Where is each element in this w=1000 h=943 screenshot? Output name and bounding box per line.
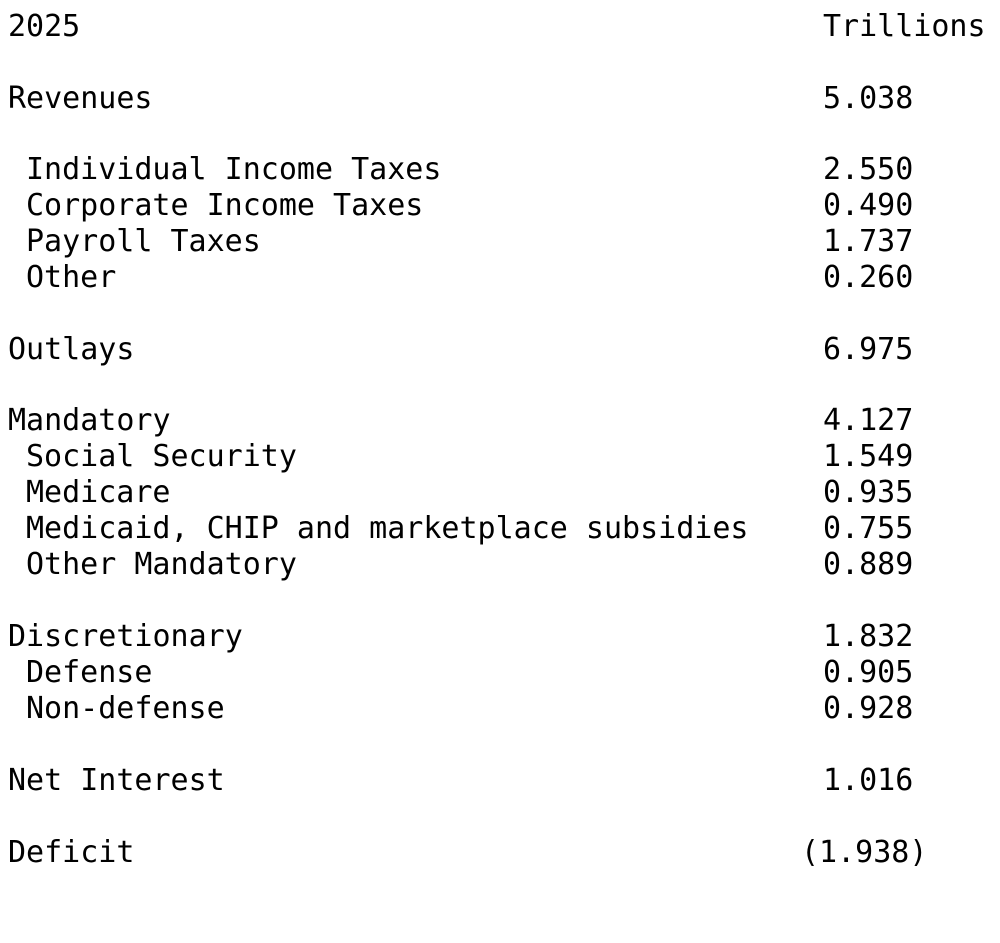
row-deficit	[0, 835, 1000, 871]
row-value: 0.889	[823, 547, 914, 582]
row-label: Social Security	[26, 439, 297, 474]
row-label: Non-defense	[26, 691, 225, 726]
row-net-interest	[0, 763, 1000, 799]
row-label: Medicare	[26, 475, 171, 510]
row-payroll-taxes	[0, 224, 1000, 260]
row-individual-income-taxes	[0, 152, 1000, 188]
row-label: Revenues	[8, 81, 153, 116]
row-label: Discretionary	[8, 619, 243, 654]
row-label: Other	[26, 260, 117, 295]
row-value: 0.905	[823, 655, 914, 690]
row-social-security	[0, 439, 1000, 475]
row-mandatory	[0, 403, 1000, 439]
row-defense	[0, 655, 1000, 691]
row-value: 1.832	[823, 619, 914, 654]
row-label: Deficit	[8, 835, 135, 870]
row-value: 5.038	[823, 81, 914, 116]
row-other	[0, 260, 1000, 296]
row-non-defense	[0, 691, 1000, 727]
year-label: 2025	[8, 9, 81, 44]
row-label: Net Interest	[8, 763, 225, 798]
row-value: 6.975	[823, 332, 914, 367]
unit-label: Trillions	[823, 9, 986, 44]
row-value: 0.755	[823, 511, 914, 546]
row-other-mandatory	[0, 547, 1000, 583]
row-value: (1.938)	[801, 835, 928, 870]
row-value: 1.549	[823, 439, 914, 474]
row-medicare	[0, 475, 1000, 511]
row-value: 0.490	[823, 188, 914, 223]
row-value: 1.016	[823, 763, 914, 798]
row-label: Mandatory	[8, 403, 171, 438]
row-value: 0.260	[823, 260, 914, 295]
row-label: Outlays	[8, 332, 135, 367]
row-outlays	[0, 332, 1000, 368]
row-value: 0.935	[823, 475, 914, 510]
row-label: Medicaid, CHIP and marketplace subsidies	[26, 511, 749, 546]
row-value: 4.127	[823, 403, 914, 438]
row-corporate-income-taxes	[0, 188, 1000, 224]
row-label: Corporate Income Taxes	[26, 188, 424, 223]
row-label: Individual Income Taxes	[26, 152, 442, 187]
row-revenues	[0, 81, 1000, 117]
row-value: 0.928	[823, 691, 914, 726]
row-discretionary	[0, 619, 1000, 655]
header-row	[0, 9, 1000, 45]
row-medicaid-chip	[0, 511, 1000, 547]
row-value: 1.737	[823, 224, 914, 259]
row-label: Other Mandatory	[26, 547, 297, 582]
row-label: Payroll Taxes	[26, 224, 261, 259]
row-label: Defense	[26, 655, 153, 690]
row-value: 2.550	[823, 152, 914, 187]
